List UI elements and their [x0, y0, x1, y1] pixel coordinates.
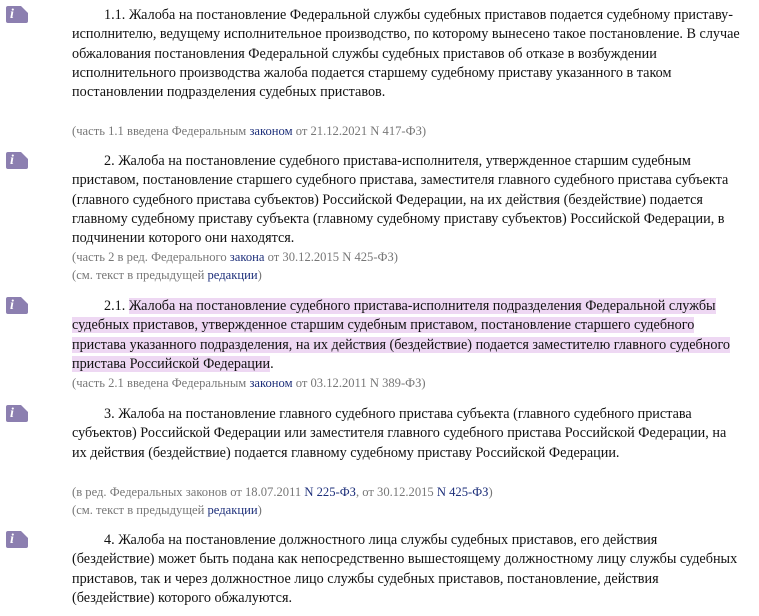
amendment-note: (в ред. Федеральных законов от 18.07.2011 N 225-ФЗ, от 30.12.2015 N 425-ФЗ) — [72, 485, 493, 499]
paragraph-body: Жалоба на постановление Федеральной службы судебных приставов подается судебному приставу-исполнителю, ведущему исполнительное производство, по которому вынесено такое постановление. В случае обжалования постановления Федеральной службы судебных приставов об отказе в возбуждении исполнительного производства жалоба подается старшему судебному приставу указанного в таком постановлении подразделения судебных приставов. — [72, 7, 740, 101]
paragraph-number: 2.1. — [104, 298, 126, 314]
paragraph-number: 4. — [104, 532, 115, 548]
law-link[interactable]: закона — [229, 250, 265, 264]
amendment-note: (часть 2 в ред. Федерального закона от 30.12.2015 N 425-ФЗ) — [72, 250, 399, 264]
law-link[interactable]: N 225-ФЗ — [304, 485, 356, 499]
law-link[interactable]: N 425-ФЗ — [436, 485, 489, 499]
paragraph-number: 3. — [104, 406, 115, 422]
see-previous-edition: (см. текст в предыдущей редакции) — [72, 503, 262, 517]
paragraph-number: 2. — [104, 153, 115, 169]
info-icon[interactable] — [6, 297, 28, 314]
info-icon[interactable] — [6, 152, 28, 169]
law-link[interactable]: законом — [249, 376, 293, 390]
amendment-note: (часть 2.1 введена Федеральным законом от 03.12.2011 N 389-ФЗ) — [72, 376, 426, 390]
law-link[interactable]: законом — [249, 124, 293, 138]
paragraph-text — [72, 531, 740, 608]
info-icon[interactable] — [6, 531, 28, 548]
paragraph-text — [72, 405, 740, 463]
paragraph-text: 2.1. Жалоба на постановление судебного пристава-исполнителя подразделения Федеральной службы судебных приставов, утвержденное старшим судебным приставом, постановление старшего судебного пристава указанного подразделения, на их действия (бездействие) подается заместителю главного судебного пристава Российской Федерации. — [72, 298, 730, 372]
paragraph-body: Жалоба на постановление главного судебного пристава субъекта (главного судебного пристава субъектов) Российской Федерации или заместителя главного судебного пристава Российской Федерации, на их действия (бездействие) подается главному судебному приставу Российской Федерации. — [72, 406, 727, 461]
amendment-note: (часть 1.1 введена Федеральным законом от 21.12.2021 N 417-ФЗ) — [72, 124, 427, 138]
info-icon[interactable] — [6, 6, 28, 23]
paragraph-body: Жалоба на постановление судебного пристава-исполнителя, утвержденное старшим судебным приставом, постановление старшего судебного пристава, заместителя главного судебного пристава субъекта (главного судебного пристава субъектов) Российской Федерации, на их действия (бездействие) подается главному судебному приставу субъекта (главному судебному приставу субъектов) Российской Федерации, в подчинении которого они находятся. — [72, 153, 729, 247]
edition-link[interactable]: редакции — [207, 268, 258, 282]
paragraph-body: Жалоба на постановление должностного лица службы судебных приставов, его действия (бездействие) может быть подана как непосредственно вышестоящему должностному лицу службы судебных приставов, так и через должностное лицо службы судебных приставов, постановление, действия (бездействие) которого обжалуются. — [72, 532, 738, 606]
paragraph-text — [72, 152, 740, 248]
info-icon[interactable] — [6, 405, 28, 422]
paragraph-text — [72, 6, 740, 102]
highlighted-text: Жалоба на постановление судебного пристава-исполнителя подразделения Федеральной службы судебных приставов, утвержденное старшим судебным приставом, постановление старшего судебного пристава указанного подразделения, на их действия (бездействие) подается заместителю главного судебного пристава Российской Федерации — [72, 298, 730, 372]
see-previous-edition: (см. текст в предыдущей редакции) — [72, 268, 262, 282]
edition-link[interactable]: редакции — [207, 503, 258, 517]
paragraph-number: 1.1. — [104, 7, 126, 23]
